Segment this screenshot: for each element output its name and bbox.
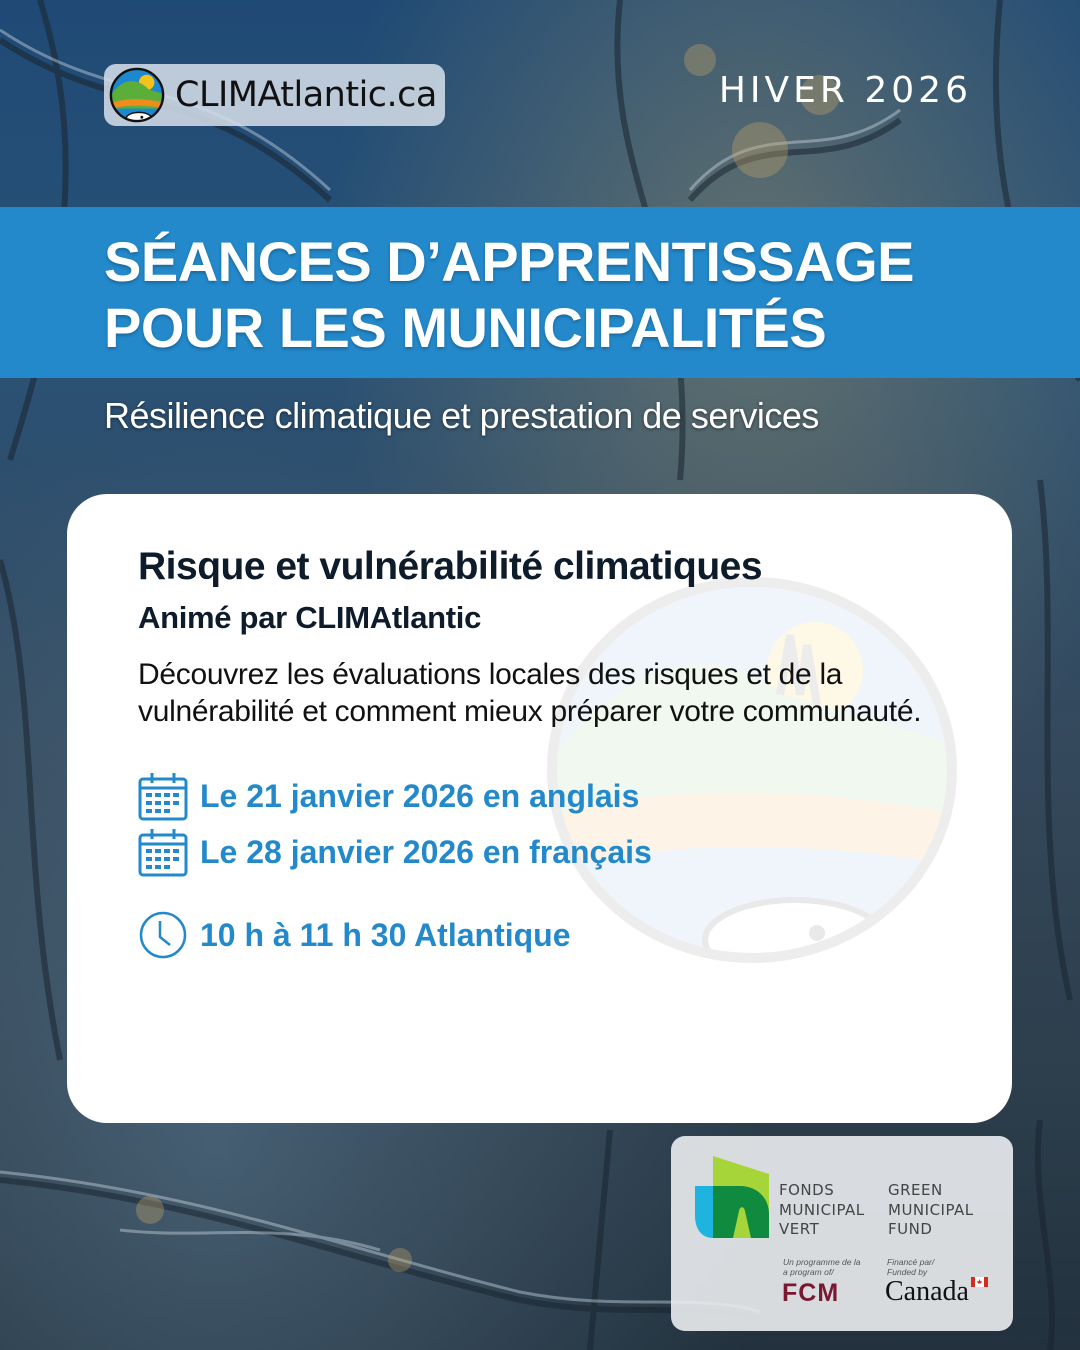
page-title-line-2: POUR LES MUNICIPALITÉS — [104, 296, 827, 359]
session-title: Risque et vulnérabilité climatiques — [138, 545, 763, 588]
canada-wordmark: Canada — [885, 1276, 969, 1307]
calendar-icon — [138, 771, 188, 821]
session-date-2 — [138, 824, 958, 880]
gmf-name-fr: FONDS MUNICIPAL VERT — [779, 1181, 865, 1238]
session-time — [138, 907, 958, 963]
program-of-label: Un programme de la a program of/ — [783, 1257, 861, 1277]
session-date-1-label: Le 21 janvier 2026 en anglais — [200, 777, 640, 814]
brand-name: CLIMAtlantic.ca — [175, 75, 437, 115]
sponsor-logos — [671, 1136, 1013, 1331]
session-description: Découvrez les évaluations locales des risques et de la vulnérabilité et comment mieux préparer votre communauté. — [138, 658, 922, 728]
calendar-icon — [138, 827, 188, 877]
gmf-name-en: GREEN MUNICIPAL FUND — [888, 1181, 974, 1238]
climatlantic-logo-link[interactable] — [104, 64, 445, 126]
clock-icon — [138, 910, 188, 960]
funded-by-label: Financé par/ Funded by — [887, 1257, 935, 1277]
session-dates — [138, 768, 958, 963]
fcm-logo: FCM — [782, 1279, 840, 1307]
session-date-1 — [138, 768, 958, 824]
session-card — [67, 494, 1012, 1123]
page-subtitle: Résilience climatique et prestation de services — [104, 395, 819, 436]
session-date-2-label: Le 28 janvier 2026 en français — [200, 833, 652, 870]
session-time-label: 10 h à 11 h 30 Atlantique — [200, 916, 571, 953]
season-label: HIVER 2026 — [718, 70, 972, 111]
title-banner — [0, 207, 1080, 378]
session-host: Animé par CLIMAtlantic — [138, 600, 482, 635]
green-municipal-fund-logo-icon — [695, 1156, 770, 1238]
canada-flag-icon — [971, 1277, 988, 1287]
climatlantic-emblem-icon — [108, 66, 166, 124]
page-title-line-1: SÉANCES D’APPRENTISSAGE — [104, 230, 914, 293]
